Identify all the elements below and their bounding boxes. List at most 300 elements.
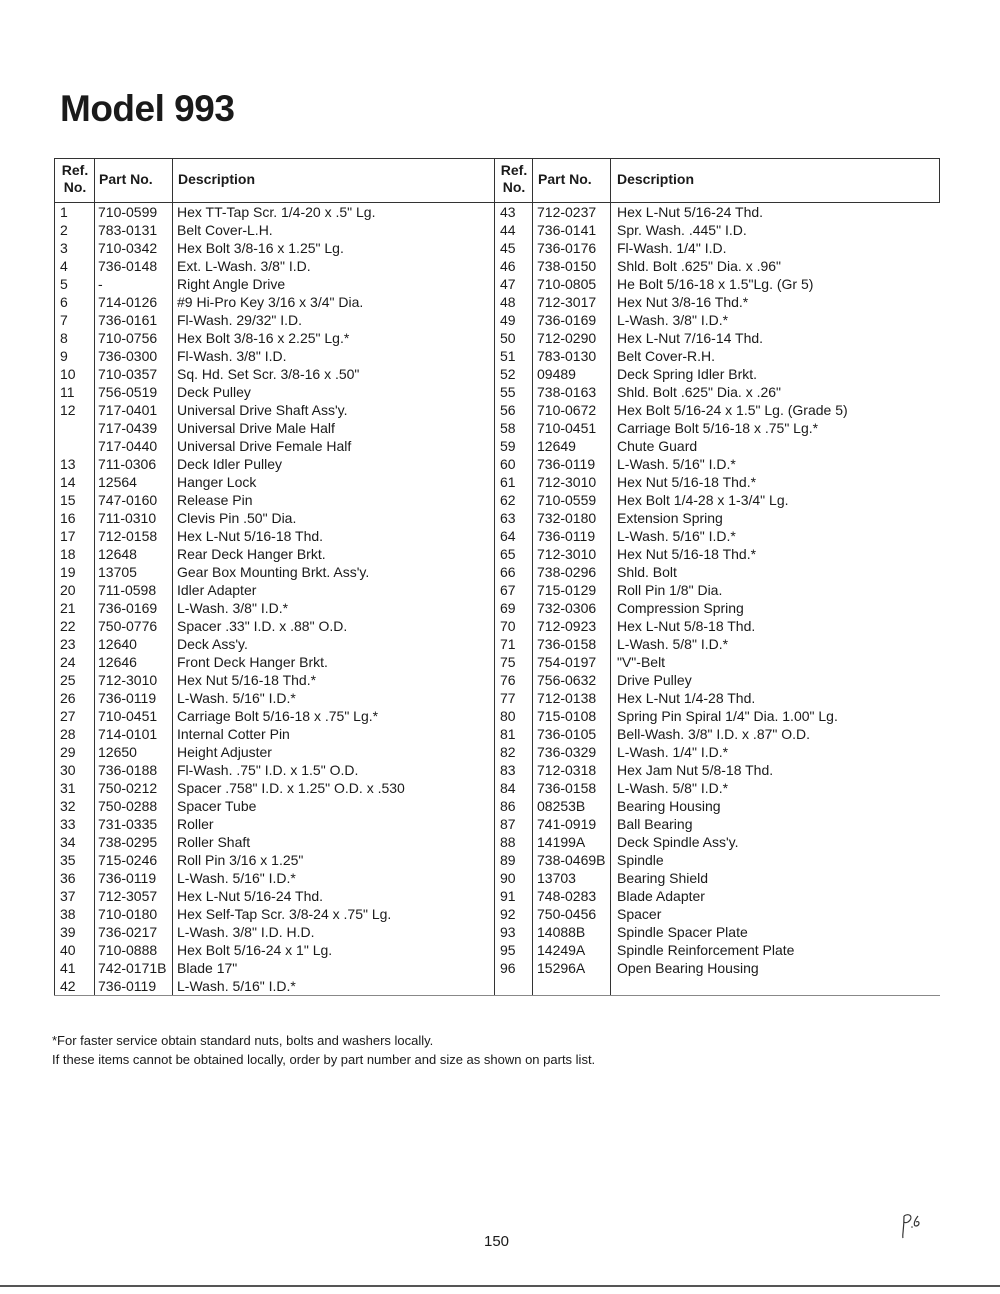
ref-number: 47 — [500, 276, 516, 292]
ref-number: 59 — [500, 438, 516, 454]
part-number: 712-0318 — [537, 762, 597, 778]
ref-number: 22 — [60, 618, 76, 634]
ref-number: 65 — [500, 546, 516, 562]
part-number: 741-0919 — [537, 816, 597, 832]
table-row — [54, 689, 940, 707]
part-number: 738-0469B — [537, 852, 606, 868]
table-row — [54, 815, 940, 833]
part-description: Universal Drive Shaft Ass'y. — [177, 402, 348, 418]
part-description: "V"-Belt — [617, 654, 666, 670]
part-description: Blade Adapter — [617, 888, 705, 904]
table-row — [54, 239, 940, 257]
part-description: Hex Bolt 3/8-16 x 1.25" Lg. — [177, 240, 344, 256]
part-description: Hex L-Nut 5/16-24 Thd. — [617, 204, 764, 220]
ref-header-line: Ref. — [500, 162, 528, 178]
table-row — [54, 977, 940, 995]
ref-number: 66 — [500, 564, 516, 580]
part-description: L-Wash. 5/16" I.D.* — [177, 870, 296, 886]
ref-number: 23 — [60, 636, 76, 652]
table-row — [54, 473, 940, 491]
table-row — [54, 635, 940, 653]
part-number: 13705 — [98, 564, 137, 580]
part-description: Hanger Lock — [177, 474, 257, 490]
description-header: Description — [178, 171, 256, 187]
ref-number: 26 — [60, 690, 76, 706]
part-number: 754-0197 — [537, 654, 597, 670]
ref-number: 13 — [60, 456, 76, 472]
part-description: Blade 17" — [177, 960, 238, 976]
ref-number: 87 — [500, 816, 516, 832]
table-row — [54, 545, 940, 563]
table-row — [54, 527, 940, 545]
part-number: 738-0296 — [537, 564, 597, 580]
ref-number: 95 — [500, 942, 516, 958]
part-description: Deck Pulley — [177, 384, 251, 400]
part-number: 717-0401 — [98, 402, 158, 418]
part-description: Hex Bolt 3/8-16 x 2.25" Lg.* — [177, 330, 350, 346]
ref-number: 81 — [500, 726, 516, 742]
part-number: 750-0776 — [98, 618, 158, 634]
note-line: *For faster service obtain standard nuts, bolts and washers locally. — [52, 1033, 434, 1048]
part-description: L-Wash. 5/16" I.D.* — [177, 978, 296, 994]
part-number: 08253B — [537, 798, 586, 814]
ref-number: 93 — [500, 924, 516, 940]
table-row — [54, 329, 940, 347]
part-number: 712-0138 — [537, 690, 597, 706]
part-number: 736-0217 — [98, 924, 158, 940]
part-number: 714-0101 — [98, 726, 158, 742]
part-description: Belt Cover-R.H. — [617, 348, 716, 364]
part-number: 732-0180 — [537, 510, 597, 526]
part-number: 14088B — [537, 924, 586, 940]
table-row — [54, 905, 940, 923]
ref-number: 21 — [60, 600, 76, 616]
ref-number: 62 — [500, 492, 516, 508]
ref-number: 5 — [60, 276, 68, 292]
part-description: Bearing Housing — [617, 798, 721, 814]
part-description: Hex L-Nut 5/8-18 Thd. — [617, 618, 756, 634]
page-bottom-edge — [0, 1285, 1000, 1287]
ref-number: 75 — [500, 654, 516, 670]
ref-number: 3 — [60, 240, 68, 256]
ref-number: 46 — [500, 258, 516, 274]
part-number: 712-0158 — [98, 528, 158, 544]
handwritten-initials — [896, 1202, 936, 1242]
part-description: Spacer .758" I.D. x 1.25" O.D. x .530 — [177, 780, 405, 796]
part-description: Clevis Pin .50" Dia. — [177, 510, 297, 526]
part-description: Fl-Wash. .75" I.D. x 1.5" O.D. — [177, 762, 359, 778]
part-number: 710-0599 — [98, 204, 158, 220]
part-description: Open Bearing Housing — [617, 960, 759, 976]
part-description: Fl-Wash. 3/8" I.D. — [177, 348, 287, 364]
table-row — [54, 941, 940, 959]
ref-number: 69 — [500, 600, 516, 616]
part-description: Deck Idler Pulley — [177, 456, 283, 472]
part-description: Hex L-Nut 1/4-28 Thd. — [617, 690, 756, 706]
part-number: 731-0335 — [98, 816, 158, 832]
part-number: 711-0306 — [98, 456, 157, 472]
service-notes — [52, 1031, 595, 1069]
part-description: Height Adjuster — [177, 744, 272, 760]
ref-number: 44 — [500, 222, 516, 238]
ref-no-header — [56, 162, 94, 196]
table-row — [54, 419, 940, 437]
part-number: 712-3057 — [98, 888, 158, 904]
ref-number: 90 — [500, 870, 516, 886]
no-header-line: No. — [63, 179, 87, 195]
table-row — [54, 725, 940, 743]
part-description: Roll Pin 3/16 x 1.25" — [177, 852, 304, 868]
table-row — [54, 221, 940, 239]
part-description: Hex Nut 5/16-18 Thd.* — [177, 672, 317, 688]
part-description: Spacer .33" I.D. x .88" O.D. — [177, 618, 348, 634]
part-number: 09489 — [537, 366, 576, 382]
part-description: Front Deck Hanger Brkt. — [177, 654, 328, 670]
ref-number: 8 — [60, 330, 68, 346]
table-row — [54, 761, 940, 779]
part-description: Fl-Wash. 29/32" I.D. — [177, 312, 303, 328]
part-number: 736-0176 — [537, 240, 597, 256]
table-row — [54, 617, 940, 635]
ref-number: 27 — [60, 708, 76, 724]
ref-number: 63 — [500, 510, 516, 526]
part-number: 712-3010 — [537, 474, 597, 490]
part-number: 738-0295 — [98, 834, 158, 850]
part-description: Belt Cover-L.H. — [177, 222, 273, 238]
part-number: 715-0108 — [537, 708, 597, 724]
part-number: 710-0888 — [98, 942, 158, 958]
ref-number: 31 — [60, 780, 76, 796]
table-row — [54, 833, 940, 851]
part-description: L-Wash. 3/8" I.D.* — [617, 312, 729, 328]
table-row — [54, 365, 940, 383]
part-number: 750-0456 — [537, 906, 597, 922]
part-description: Chute Guard — [617, 438, 698, 454]
table-row — [54, 779, 940, 797]
part-description: Shld. Bolt — [617, 564, 677, 580]
part-number: 750-0288 — [98, 798, 158, 814]
part-description: Extension Spring — [617, 510, 723, 526]
table-row — [54, 563, 940, 581]
part-description: Bell-Wash. 3/8" I.D. x .87" O.D. — [617, 726, 811, 742]
part-number: 710-0451 — [537, 420, 597, 436]
part-no-header: Part No. — [538, 171, 592, 187]
part-description: Hex Bolt 5/16-24 x 1.5" Lg. (Grade 5) — [617, 402, 848, 418]
ref-number: 36 — [60, 870, 76, 886]
ref-number: 25 — [60, 672, 76, 688]
ref-number: 9 — [60, 348, 68, 364]
part-description: Universal Drive Female Half — [177, 438, 352, 454]
part-number: 15296A — [537, 960, 586, 976]
part-description: Hex L-Nut 5/16-24 Thd. — [177, 888, 324, 904]
part-number: 12564 — [98, 474, 137, 490]
table-row — [54, 743, 940, 761]
part-number: 717-0440 — [98, 438, 158, 454]
ref-number: 86 — [500, 798, 516, 814]
part-number: 736-0119 — [98, 690, 157, 706]
ref-number: 51 — [500, 348, 516, 364]
part-description: L-Wash. 5/8" I.D.* — [617, 636, 729, 652]
ref-number: 88 — [500, 834, 516, 850]
part-number: 712-3010 — [98, 672, 158, 688]
part-number: 736-0105 — [537, 726, 597, 742]
part-description: Hex Bolt 5/16-24 x 1" Lg. — [177, 942, 333, 958]
ref-number: 55 — [500, 384, 516, 400]
part-number: 748-0283 — [537, 888, 597, 904]
part-description: Spindle — [617, 852, 664, 868]
ref-number: 45 — [500, 240, 516, 256]
part-description: Spr. Wash. .445" I.D. — [617, 222, 747, 238]
part-number: 736-0300 — [98, 348, 158, 364]
part-description: Sq. Hd. Set Scr. 3/8-16 x .50" — [177, 366, 360, 382]
table-row — [54, 581, 940, 599]
table-row — [54, 869, 940, 887]
ref-number: 32 — [60, 798, 76, 814]
part-number: 715-0129 — [537, 582, 597, 598]
part-number: 712-3010 — [537, 546, 597, 562]
ref-number: 91 — [500, 888, 516, 904]
part-number: 712-0290 — [537, 330, 597, 346]
part-description: L-Wash. 5/16" I.D.* — [617, 456, 736, 472]
part-description: Ball Bearing — [617, 816, 693, 832]
ref-number: 40 — [60, 942, 76, 958]
part-description: Roller Shaft — [177, 834, 251, 850]
part-number: 12648 — [98, 546, 137, 562]
ref-number: 84 — [500, 780, 516, 796]
part-number: 747-0160 — [98, 492, 158, 508]
description-header: Description — [617, 171, 695, 187]
part-description: Spindle Reinforcement Plate — [617, 942, 795, 958]
ref-number: 30 — [60, 762, 76, 778]
ref-number: 16 — [60, 510, 76, 526]
table-row — [54, 437, 940, 455]
no-header-line: No. — [502, 179, 526, 195]
part-description: Compression Spring — [617, 600, 744, 616]
ref-number: 70 — [500, 618, 516, 634]
ref-number: 10 — [60, 366, 76, 382]
ref-number: 96 — [500, 960, 516, 976]
ref-number: 92 — [500, 906, 516, 922]
part-description: L-Wash. 3/8" I.D. H.D. — [177, 924, 315, 940]
part-description: Internal Cotter Pin — [177, 726, 290, 742]
part-number: 12650 — [98, 744, 137, 760]
ref-number: 67 — [500, 582, 516, 598]
part-number: 715-0246 — [98, 852, 158, 868]
ref-number: 83 — [500, 762, 516, 778]
ref-number: 41 — [60, 960, 76, 976]
part-description: L-Wash. 1/4" I.D.* — [617, 744, 729, 760]
table-top-border — [54, 158, 940, 159]
part-number: 712-0237 — [537, 204, 597, 220]
part-description: Hex Jam Nut 5/8-18 Thd. — [617, 762, 774, 778]
table-row — [54, 275, 940, 293]
part-number: 736-0141 — [537, 222, 597, 238]
part-description: Spindle Spacer Plate — [617, 924, 748, 940]
part-number: 756-0519 — [98, 384, 158, 400]
table-row — [54, 455, 940, 473]
ref-number: 7 — [60, 312, 68, 328]
ref-header-line: Ref. — [61, 162, 89, 178]
part-number: 12646 — [98, 654, 137, 670]
part-description: Hex Nut 5/16-18 Thd.* — [617, 474, 757, 490]
table-row — [54, 797, 940, 815]
table-row — [54, 959, 940, 977]
part-description: Hex TT-Tap Scr. 1/4-20 x .5" Lg. — [177, 204, 376, 220]
ref-number: 39 — [60, 924, 76, 940]
part-number: 712-0923 — [537, 618, 597, 634]
ref-number: 14 — [60, 474, 76, 490]
parts-table — [54, 158, 940, 996]
part-description: Idler Adapter — [177, 582, 257, 598]
part-number: 742-0171B — [98, 960, 167, 976]
part-number: 14249A — [537, 942, 586, 958]
part-number: 736-0158 — [537, 780, 597, 796]
part-number: 736-0119 — [98, 978, 157, 994]
part-number: 736-0169 — [537, 312, 597, 328]
ref-number: 28 — [60, 726, 76, 742]
part-number: 710-0672 — [537, 402, 597, 418]
part-description: Bearing Shield — [617, 870, 709, 886]
part-number: 738-0150 — [537, 258, 597, 274]
part-number: 732-0306 — [537, 600, 597, 616]
part-number: 12649 — [537, 438, 576, 454]
ref-number: 24 — [60, 654, 76, 670]
part-number: 736-0119 — [537, 456, 596, 472]
part-description: #9 Hi-Pro Key 3/16 x 3/4" Dia. — [177, 294, 364, 310]
ref-number: 38 — [60, 906, 76, 922]
part-description: Hex Nut 3/8-16 Thd.* — [617, 294, 749, 310]
part-description: L-Wash. 5/16" I.D.* — [617, 528, 736, 544]
part-description: Hex Nut 5/16-18 Thd.* — [617, 546, 757, 562]
part-number: 710-0805 — [537, 276, 597, 292]
part-description: L-Wash. 5/16" I.D.* — [177, 690, 296, 706]
part-description: Universal Drive Male Half — [177, 420, 335, 436]
ref-number: 60 — [500, 456, 516, 472]
part-description: Spring Pin Spiral 1/4" Dia. 1.00" Lg. — [617, 708, 838, 724]
ref-number: 19 — [60, 564, 76, 580]
part-description: Hex Bolt 1/4-28 x 1-3/4" Lg. — [617, 492, 789, 508]
part-description: Release Pin — [177, 492, 253, 508]
part-description: L-Wash. 3/8" I.D.* — [177, 600, 289, 616]
part-description: Gear Box Mounting Brkt. Ass'y. — [177, 564, 370, 580]
part-description: Hex L-Nut 5/16-18 Thd. — [177, 528, 324, 544]
table-row — [54, 203, 940, 221]
part-number: 756-0632 — [537, 672, 597, 688]
part-description: Hex L-Nut 7/16-14 Thd. — [617, 330, 764, 346]
table-row — [54, 347, 940, 365]
part-number: 736-0148 — [98, 258, 158, 274]
ref-number: 11 — [60, 384, 75, 400]
ref-number: 18 — [60, 546, 76, 562]
part-description: Drive Pulley — [617, 672, 692, 688]
ref-number: 43 — [500, 204, 516, 220]
part-number: 711-0598 — [98, 582, 157, 598]
ref-number: 89 — [500, 852, 516, 868]
ref-number: 49 — [500, 312, 516, 328]
part-description: Spacer Tube — [177, 798, 257, 814]
ref-number: 71 — [500, 636, 516, 652]
part-number: 736-0329 — [537, 744, 597, 760]
part-description: Deck Spring Idler Brkt. — [617, 366, 758, 382]
part-number: 736-0188 — [98, 762, 158, 778]
ref-number: 1 — [60, 204, 68, 220]
part-no-header: Part No. — [99, 171, 153, 187]
page-number: 150 — [484, 1233, 510, 1250]
ref-no-header — [496, 162, 532, 196]
part-number: 14199A — [537, 834, 586, 850]
table-row — [54, 383, 940, 401]
note-line: If these items cannot be obtained locally, order by part number and size as shown on parts list. — [52, 1052, 596, 1067]
part-number: 710-0180 — [98, 906, 158, 922]
ref-number: 48 — [500, 294, 516, 310]
part-number: 738-0163 — [537, 384, 597, 400]
part-description: Carriage Bolt 5/16-18 x .75" Lg.* — [177, 708, 379, 724]
ref-number: 80 — [500, 708, 516, 724]
ref-number: 64 — [500, 528, 516, 544]
ref-number: 77 — [500, 690, 516, 706]
part-description: Roller — [177, 816, 214, 832]
part-number: 736-0169 — [98, 600, 158, 616]
ref-number: 4 — [60, 258, 68, 274]
ref-number: 2 — [60, 222, 68, 238]
part-description: Right Angle Drive — [177, 276, 286, 292]
part-number: 783-0130 — [537, 348, 597, 364]
table-row — [54, 923, 940, 941]
part-number: 12640 — [98, 636, 137, 652]
ref-number: 12 — [60, 402, 76, 418]
part-number: 710-0357 — [98, 366, 158, 382]
part-description: L-Wash. 5/8" I.D.* — [617, 780, 729, 796]
ref-number: 42 — [60, 978, 76, 994]
ref-number: 37 — [60, 888, 76, 904]
ref-number: 20 — [60, 582, 76, 598]
part-number: 736-0119 — [537, 528, 596, 544]
table-row — [54, 671, 940, 689]
part-number: 712-3017 — [537, 294, 597, 310]
ref-number: 15 — [60, 492, 76, 508]
ref-number: 76 — [500, 672, 516, 688]
part-number: 783-0131 — [98, 222, 158, 238]
ref-number: 34 — [60, 834, 76, 850]
part-description: Deck Ass'y. — [177, 636, 248, 652]
ref-number: 6 — [60, 294, 68, 310]
table-row — [54, 887, 940, 905]
table-row — [54, 491, 940, 509]
table-row — [54, 401, 940, 419]
part-description: Deck Spindle Ass'y. — [617, 834, 739, 850]
part-description: Fl-Wash. 1/4" I.D. — [617, 240, 727, 256]
ref-number: 29 — [60, 744, 76, 760]
ref-number: 82 — [500, 744, 516, 760]
part-number: 717-0439 — [98, 420, 158, 436]
part-number: 711-0310 — [98, 510, 157, 526]
table-row — [54, 707, 940, 725]
part-description: Carriage Bolt 5/16-18 x .75" Lg.* — [617, 420, 819, 436]
part-number: 710-0342 — [98, 240, 158, 256]
table-row — [54, 509, 940, 527]
part-description: Roll Pin 1/8" Dia. — [617, 582, 723, 598]
part-number: 13703 — [537, 870, 576, 886]
ref-number: 61 — [500, 474, 516, 490]
table-row — [54, 311, 940, 329]
table-row — [54, 599, 940, 617]
ref-number: 58 — [500, 420, 516, 436]
part-number: - — [98, 276, 103, 292]
table-row — [54, 653, 940, 671]
table-right-border — [939, 158, 940, 202]
part-description: Ext. L-Wash. 3/8" I.D. — [177, 258, 311, 274]
part-number: 750-0212 — [98, 780, 158, 796]
